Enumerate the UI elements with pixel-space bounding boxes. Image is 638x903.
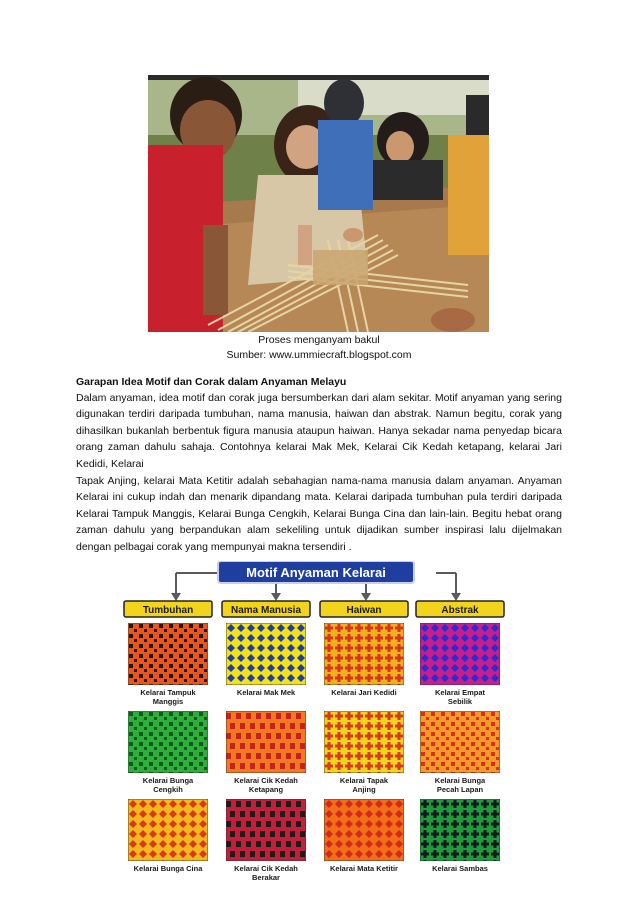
motif-label: Kelarai Jari Kedidi	[331, 688, 397, 697]
category-label: Tumbuhan	[142, 605, 194, 616]
weaving-photo	[148, 75, 489, 332]
paragraph-1: Dalam anyaman, idea motif dan corak juga bersumberkan dari alam sekitar. Motif anyaman yang sering digunakan terdiri daripada tumbuhan, nama manusia, haiwan dan abstrak. Namun begitu, corak yang dihasilkan bukanlah berbentuk figura manusia ataupun haiwan. Hanya sekadar nama penyedap bicara orang zaman dahulu sahaja. Contohnya kelarai Mak Mek, Kelarai Cik Kedah ketapang, kelarai Jari Kedidi, Kelarai	[76, 392, 562, 470]
motif-pattern	[128, 623, 208, 692]
motif-tile	[226, 711, 306, 794]
motif-tile	[324, 623, 404, 697]
motif-tile	[226, 799, 306, 882]
motif-tile	[420, 711, 500, 794]
section-heading: Garapan Idea Motif dan Corak dalam Anyaman Melayu	[76, 376, 347, 388]
chart-title: Motif Anyaman Kelarai	[246, 565, 386, 580]
motif-label: Anjing	[352, 785, 376, 794]
motif-label: Kelarai Empat	[434, 688, 486, 697]
motif-label: Kelarai Tapak	[339, 776, 389, 785]
motif-pattern	[226, 623, 306, 692]
motif-label: Kelarai Mata Ketitir	[330, 864, 398, 873]
motif-label: Cengkih	[153, 785, 183, 794]
category-label: Nama Manusia	[230, 605, 302, 616]
motif-tile	[128, 711, 208, 794]
motif-pattern	[324, 623, 404, 692]
motif-tile	[226, 623, 306, 697]
motif-label: Pecah Lapan	[436, 785, 484, 794]
motif-pattern	[128, 799, 208, 868]
motif-pattern	[128, 711, 208, 780]
category-label: Haiwan	[346, 605, 382, 616]
motif-tile	[324, 799, 404, 873]
motif-tile	[128, 799, 208, 873]
motif-label: Kelarai Bunga Cina	[133, 864, 203, 873]
motif-label: Kelarai Mak Mek	[236, 688, 296, 697]
motif-tile	[420, 799, 500, 873]
motif-kelarai-chart	[116, 561, 508, 887]
motif-chart-canvas	[116, 561, 508, 887]
motif-pattern	[420, 799, 500, 868]
motif-label: Kelarai Cik Kedah	[234, 864, 298, 873]
motif-label: Kelarai Cik Kedah	[234, 776, 298, 785]
motif-label: Kelarai Sambas	[432, 864, 488, 873]
motif-label: Ketapang	[248, 785, 284, 794]
photo-source: Sumber: www.ummiecraft.blogspot.com	[226, 349, 412, 361]
category-label: Abstrak	[441, 605, 479, 616]
paragraph-2: Tapak Anjing, kelarai Mata Ketitir adalah sebahagian nama-nama manusia dalam anyaman. Anyaman Kelarai ini cukup indah dan menarik dipandang mata. Kelarai daripada tumbuhan pula terdiri daripada Kelarai Tampuk Manggis, Kelarai Bunga Cengkih, Kelarai Bunga Cina dan lain-lain. Begitu hebat orang zaman dahulu yang berpandukan alam sekeliling untuk dijadikan sumber inspirasi lalu dijelmakan dengan pelbagai corak yang mempunyai makna tersendiri .	[76, 475, 562, 553]
motif-tile	[420, 623, 500, 706]
motif-pattern	[324, 711, 404, 780]
motif-label: Kelarai Bunga	[142, 776, 194, 785]
motif-tile	[324, 711, 404, 794]
motif-label: Manggis	[152, 697, 184, 706]
motif-pattern	[420, 623, 500, 692]
motif-pattern	[420, 711, 500, 780]
motif-pattern	[324, 799, 404, 868]
motif-pattern	[226, 711, 306, 779]
motif-tile	[128, 623, 208, 706]
photo-caption: Proses menganyam bakul	[258, 334, 380, 346]
motif-label: Kelarai Tampuk	[140, 688, 196, 697]
motif-label: Kelarai Bunga	[434, 776, 486, 785]
motif-label: Sebilik	[447, 697, 473, 706]
motif-pattern	[226, 799, 306, 867]
motif-label: Berakar	[252, 873, 280, 882]
